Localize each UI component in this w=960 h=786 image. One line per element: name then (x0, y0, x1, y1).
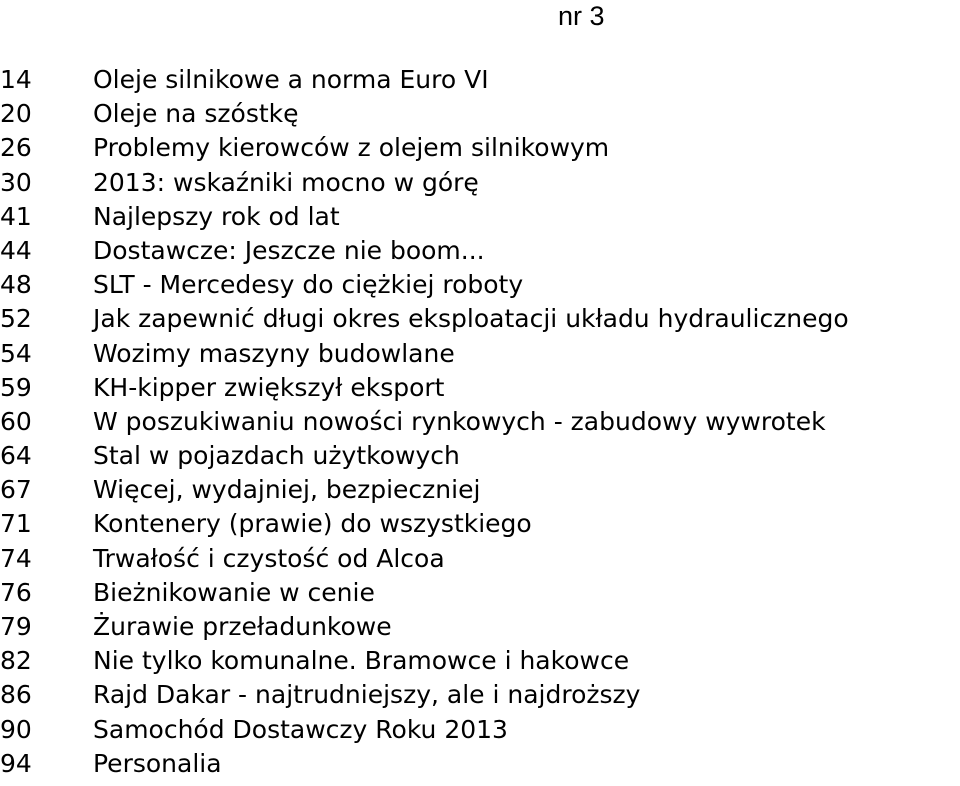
toc-entry (0, 234, 960, 268)
article-title: Personalia (93, 748, 222, 778)
toc-entry (0, 405, 960, 439)
toc-entry (0, 63, 960, 97)
article-title: Bieżnikowanie w cenie (93, 577, 375, 607)
article-title: Oleje na szóstkę (93, 99, 299, 129)
article-title: SLT - Mercedesy do ciężkiej roboty (93, 270, 524, 300)
page-number: 74 (0, 543, 32, 573)
page-number: 52 (0, 304, 32, 334)
article-title: Najlepszy rok od lat (93, 201, 340, 231)
article-title: Rajd Dakar - najtrudniejszy, ale i najdroższy (93, 680, 641, 710)
issue-number: nr 3 (558, 1, 605, 31)
page-number: 44 (0, 235, 32, 265)
toc-entry (0, 542, 960, 576)
page-number: 60 (0, 406, 32, 436)
article-title: Więcej, wydajniej, bezpieczniej (93, 475, 481, 505)
toc-entry (0, 439, 960, 473)
page-number: 79 (0, 612, 32, 641)
article-title: 2013: wskaźniki mocno w górę (93, 167, 479, 197)
page-number: 71 (0, 509, 32, 539)
page-number: 20 (0, 99, 32, 129)
toc-entry (0, 268, 960, 302)
toc-entry (0, 610, 960, 644)
toc-entry (0, 371, 960, 405)
page-number: 14 (0, 65, 32, 94)
article-title: Trwałość i czystość od Alcoa (93, 543, 445, 573)
toc-entry (0, 576, 960, 610)
article-title: Stal w pojazdach użytkowych (93, 441, 460, 471)
article-title: W poszukiwaniu nowości rynkowych - zabudowy wywrotek (93, 406, 826, 436)
toc-entry (0, 473, 960, 507)
toc-entry (0, 337, 960, 371)
article-title: Dostawcze: Jeszcze nie boom... (93, 235, 485, 265)
page-number: 54 (0, 338, 32, 368)
page-number: 94 (0, 748, 32, 778)
toc-entry (0, 507, 960, 541)
toc-entry (0, 131, 960, 165)
page-number: 59 (0, 372, 32, 402)
page-number: 48 (0, 270, 32, 300)
toc-entry (0, 302, 960, 336)
toc-entry (0, 166, 960, 200)
page-number: 76 (0, 577, 32, 607)
toc-entry (0, 644, 960, 678)
article-title: Samochód Dostawczy Roku 2013 (93, 714, 508, 744)
article-title: Problemy kierowców z olejem silnikowym (93, 133, 610, 163)
toc-entry (0, 200, 960, 234)
article-title: Nie tylko komunalne. Bramowce i hakowce (93, 646, 630, 676)
page-number: 82 (0, 646, 32, 676)
article-title: Kontenery (prawie) do wszystkiego (93, 509, 532, 539)
article-title: KH-kipper zwiększył eksport (93, 372, 445, 402)
toc-entry (0, 713, 960, 747)
article-title: Wozimy maszyny budowlane (93, 338, 455, 368)
page-number: 41 (0, 201, 32, 231)
toc-entry (0, 747, 960, 781)
page-number: 64 (0, 441, 32, 471)
page-number: 90 (0, 714, 32, 744)
page-number: 26 (0, 133, 32, 163)
article-title: Oleje silnikowe a norma Euro VI (93, 65, 489, 94)
page-number: 67 (0, 475, 32, 505)
toc-entry (0, 678, 960, 712)
page-number: 30 (0, 167, 32, 197)
article-title: Jak zapewnić długi okres eksploatacji układu hydraulicznego (93, 304, 849, 334)
page-number: 86 (0, 680, 32, 710)
article-title: Żurawie przeładunkowe (93, 612, 392, 641)
table-of-contents (0, 63, 960, 781)
toc-entry (0, 97, 960, 131)
